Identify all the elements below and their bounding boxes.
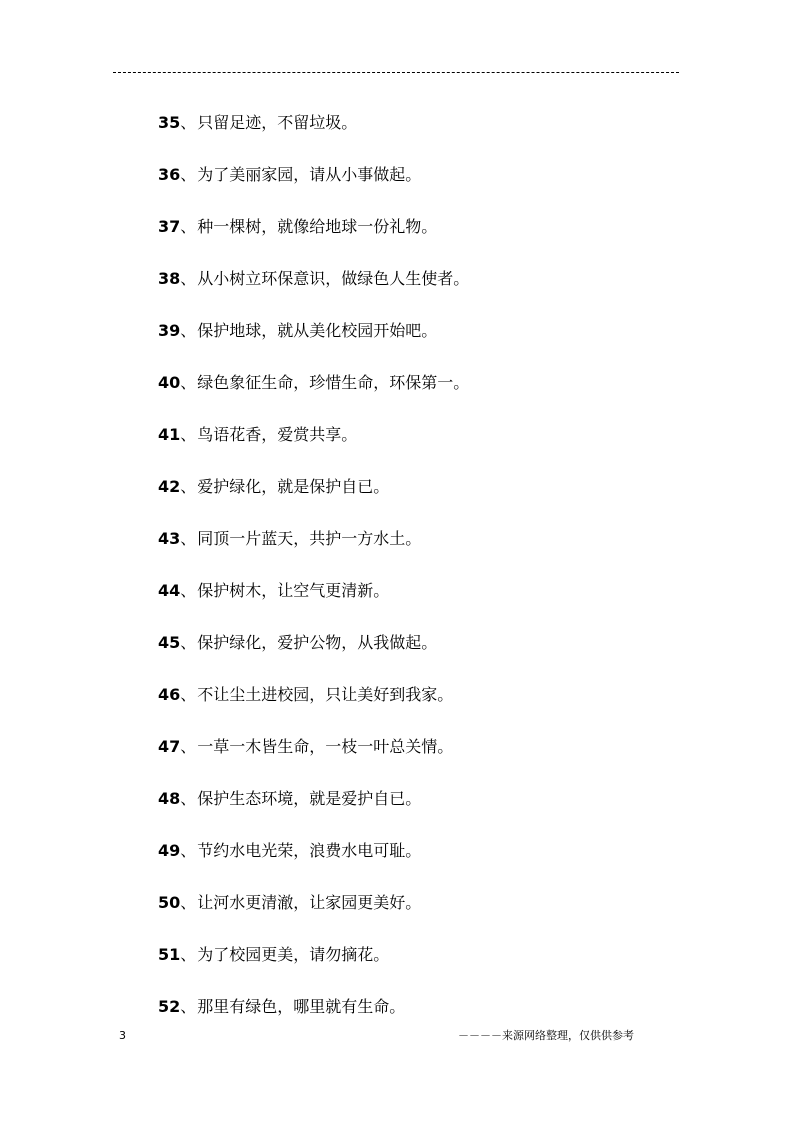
- item-separator: 、: [180, 893, 197, 912]
- list-item: [158, 474, 718, 526]
- header-dashed-rule: [113, 72, 679, 73]
- list-item: [158, 786, 718, 838]
- page-number: 3: [119, 1029, 126, 1042]
- item-text: 为了校园更美，请勿摘花。: [197, 945, 390, 964]
- item-text: 种一棵树，就像给地球一份礼物。: [197, 217, 438, 236]
- item-number: 45: [158, 633, 181, 652]
- item-separator: 、: [180, 997, 197, 1016]
- item-text: 绿色象征生命，珍惜生命，环保第一。: [197, 373, 470, 392]
- list-item: [158, 370, 718, 422]
- item-text: 保护地球，就从美化校园开始吧。: [197, 321, 438, 340]
- list-item: [158, 526, 718, 578]
- item-number: 38: [158, 269, 181, 288]
- item-separator: 、: [180, 321, 197, 340]
- list-item: [158, 994, 718, 1046]
- item-separator: 、: [180, 529, 197, 548]
- list-item: [158, 630, 718, 682]
- item-separator: 、: [180, 945, 197, 964]
- item-number: 48: [158, 789, 181, 808]
- item-separator: 、: [180, 269, 197, 288]
- item-separator: 、: [180, 373, 197, 392]
- list-item: [158, 318, 718, 370]
- list-item: [158, 942, 718, 994]
- item-separator: 、: [180, 737, 197, 756]
- item-text: 只留足迹，不留垃圾。: [197, 113, 358, 132]
- item-number: 40: [158, 373, 181, 392]
- item-number: 42: [158, 477, 181, 496]
- item-text: 为了美丽家园，请从小事做起。: [197, 165, 422, 184]
- list-item: [158, 734, 718, 786]
- item-number: 43: [158, 529, 181, 548]
- item-separator: 、: [180, 581, 197, 600]
- item-number: 36: [158, 165, 181, 184]
- item-text: 让河水更清澈，让家园更美好。: [197, 893, 422, 912]
- item-number: 47: [158, 737, 181, 756]
- item-number: 52: [158, 997, 181, 1016]
- item-text: 同顶一片蓝天，共护一方水土。: [197, 529, 422, 548]
- item-separator: 、: [180, 113, 197, 132]
- item-separator: 、: [180, 477, 197, 496]
- item-text: 从小树立环保意识，做绿色人生使者。: [197, 269, 470, 288]
- item-text: 节约水电光荣，浪费水电可耻。: [197, 841, 422, 860]
- item-separator: 、: [180, 789, 197, 808]
- item-separator: 、: [180, 217, 197, 236]
- item-number: 51: [158, 945, 181, 964]
- list-item: [158, 266, 718, 318]
- item-number: 41: [158, 425, 181, 444]
- list-item: [158, 422, 718, 474]
- footer-note: －－－－来源网络整理，仅供供参考: [458, 1029, 634, 1042]
- item-number: 37: [158, 217, 181, 236]
- item-separator: 、: [180, 633, 197, 652]
- list-item: [158, 682, 718, 734]
- item-number: 44: [158, 581, 181, 600]
- slogan-list: [158, 110, 718, 1046]
- item-number: 39: [158, 321, 181, 340]
- item-separator: 、: [180, 165, 197, 184]
- list-item: [158, 110, 718, 162]
- list-item: [158, 838, 718, 890]
- item-number: 50: [158, 893, 181, 912]
- item-text: 爱护绿化，就是保护自已。: [197, 477, 390, 496]
- item-text: 鸟语花香，爱赏共享。: [197, 425, 358, 444]
- item-text: 不让尘土进校园，只让美好到我家。: [197, 685, 454, 704]
- item-number: 49: [158, 841, 181, 860]
- item-number: 46: [158, 685, 181, 704]
- item-text: 一草一木皆生命，一枝一叶总关情。: [197, 737, 454, 756]
- item-separator: 、: [180, 425, 197, 444]
- item-text: 保护树木，让空气更清新。: [197, 581, 390, 600]
- item-text: 保护绿化，爱护公物，从我做起。: [197, 633, 438, 652]
- item-text: 保护生态环境，就是爱护自已。: [197, 789, 422, 808]
- item-separator: 、: [180, 685, 197, 704]
- item-text: 那里有绿色，哪里就有生命。: [197, 997, 406, 1016]
- list-item: [158, 214, 718, 266]
- item-separator: 、: [180, 841, 197, 860]
- list-item: [158, 578, 718, 630]
- list-item: [158, 890, 718, 942]
- item-number: 35: [158, 113, 181, 132]
- list-item: [158, 162, 718, 214]
